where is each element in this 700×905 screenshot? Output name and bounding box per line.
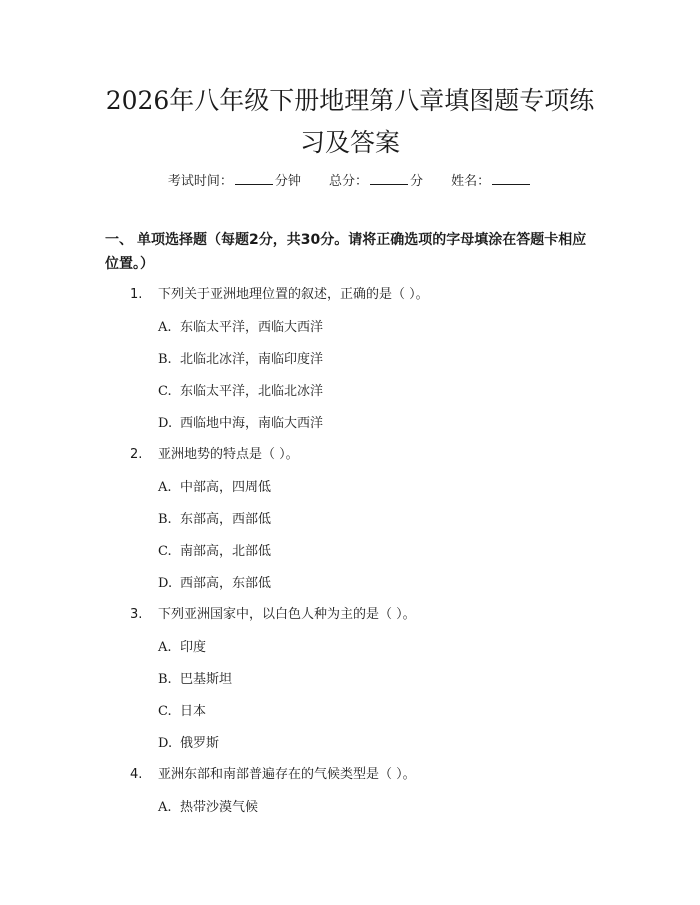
question-2-option-b[interactable] [158, 508, 271, 527]
score-label: 总分： [328, 174, 368, 189]
option-text: 西临地中海，南临大西洋 [180, 416, 324, 431]
question-3-option-d[interactable] [158, 732, 219, 751]
time-unit: 分钟 [274, 174, 301, 189]
option-letter: B. [158, 352, 172, 367]
option-letter: B. [158, 672, 172, 687]
exam-meta [0, 170, 700, 189]
option-text: 巴基斯坦 [180, 672, 233, 687]
question-number: 2. [130, 447, 143, 462]
option-text: 东临太平洋，北临北冰洋 [180, 384, 324, 399]
option-text: 中部高，四周低 [180, 480, 272, 495]
option-text: 北临北冰洋，南临印度洋 [180, 352, 324, 367]
score-field [329, 174, 427, 189]
option-text: 东部高，西部低 [180, 512, 272, 527]
question-number: 4. [130, 767, 143, 782]
question-1-option-b[interactable] [158, 348, 323, 367]
title-line-2: 习及答案 [299, 128, 400, 157]
option-text: 南部高，北部低 [180, 544, 272, 559]
page-title [90, 80, 610, 164]
option-text: 西部高，东部低 [180, 576, 272, 591]
option-letter: D. [158, 416, 173, 431]
option-letter: B. [158, 512, 172, 527]
question-text: 亚洲地势的特点是（ ）。 [158, 447, 299, 462]
name-label: 姓名： [451, 174, 491, 189]
question-3 [130, 603, 416, 622]
name-blank[interactable] [492, 172, 530, 185]
option-letter: C. [158, 544, 172, 559]
section-heading [105, 228, 605, 276]
question-1-option-c[interactable] [158, 380, 323, 399]
section-heading-line-2: 位置。） [105, 256, 154, 272]
question-1 [130, 283, 429, 302]
option-letter: A. [158, 320, 172, 335]
question-3-option-c[interactable] [158, 700, 206, 719]
option-letter: A. [158, 640, 172, 655]
time-field [168, 174, 305, 189]
name-field [451, 174, 532, 189]
time-blank[interactable] [235, 172, 273, 185]
question-1-option-d[interactable] [158, 412, 323, 431]
option-letter: A. [158, 800, 172, 815]
question-2-option-a[interactable] [158, 476, 271, 495]
question-text: 下列关于亚洲地理位置的叙述，正确的是（ ）。 [158, 287, 429, 302]
question-1-option-a[interactable] [158, 316, 323, 335]
question-number: 1. [130, 287, 143, 302]
option-letter: C. [158, 384, 172, 399]
option-letter: A. [158, 480, 172, 495]
question-2-option-d[interactable] [158, 572, 271, 591]
question-text: 下列亚洲国家中，以白色人种为主的是（ ）。 [158, 607, 416, 622]
question-3-option-a[interactable] [158, 636, 206, 655]
option-text: 日本 [180, 704, 207, 719]
option-text: 俄罗斯 [180, 736, 220, 751]
section-heading-line-1: 单项选择题（每题2分，共30分。请将正确选项的字母填涂在答题卡相应 [137, 232, 587, 248]
score-unit: 分 [410, 174, 424, 189]
option-letter: D. [158, 576, 173, 591]
option-text: 印度 [180, 640, 207, 655]
time-label: 考试时间： [167, 174, 233, 189]
option-letter: C. [158, 704, 172, 719]
question-text: 亚洲东部和南部普遍存在的气候类型是（ ）。 [158, 767, 416, 782]
title-line-1: 2026年八年级下册地理第八章填图题专项练 [105, 86, 595, 115]
option-text: 热带沙漠气候 [180, 800, 259, 815]
question-4 [130, 763, 416, 782]
question-4-option-a[interactable] [158, 796, 258, 815]
question-number: 3. [130, 607, 143, 622]
question-2-option-c[interactable] [158, 540, 271, 559]
score-blank[interactable] [370, 172, 408, 185]
option-letter: D. [158, 736, 173, 751]
section-number: 一、 [105, 232, 133, 248]
option-text: 东临太平洋，西临大西洋 [180, 320, 324, 335]
question-2 [130, 443, 299, 462]
question-3-option-b[interactable] [158, 668, 232, 687]
